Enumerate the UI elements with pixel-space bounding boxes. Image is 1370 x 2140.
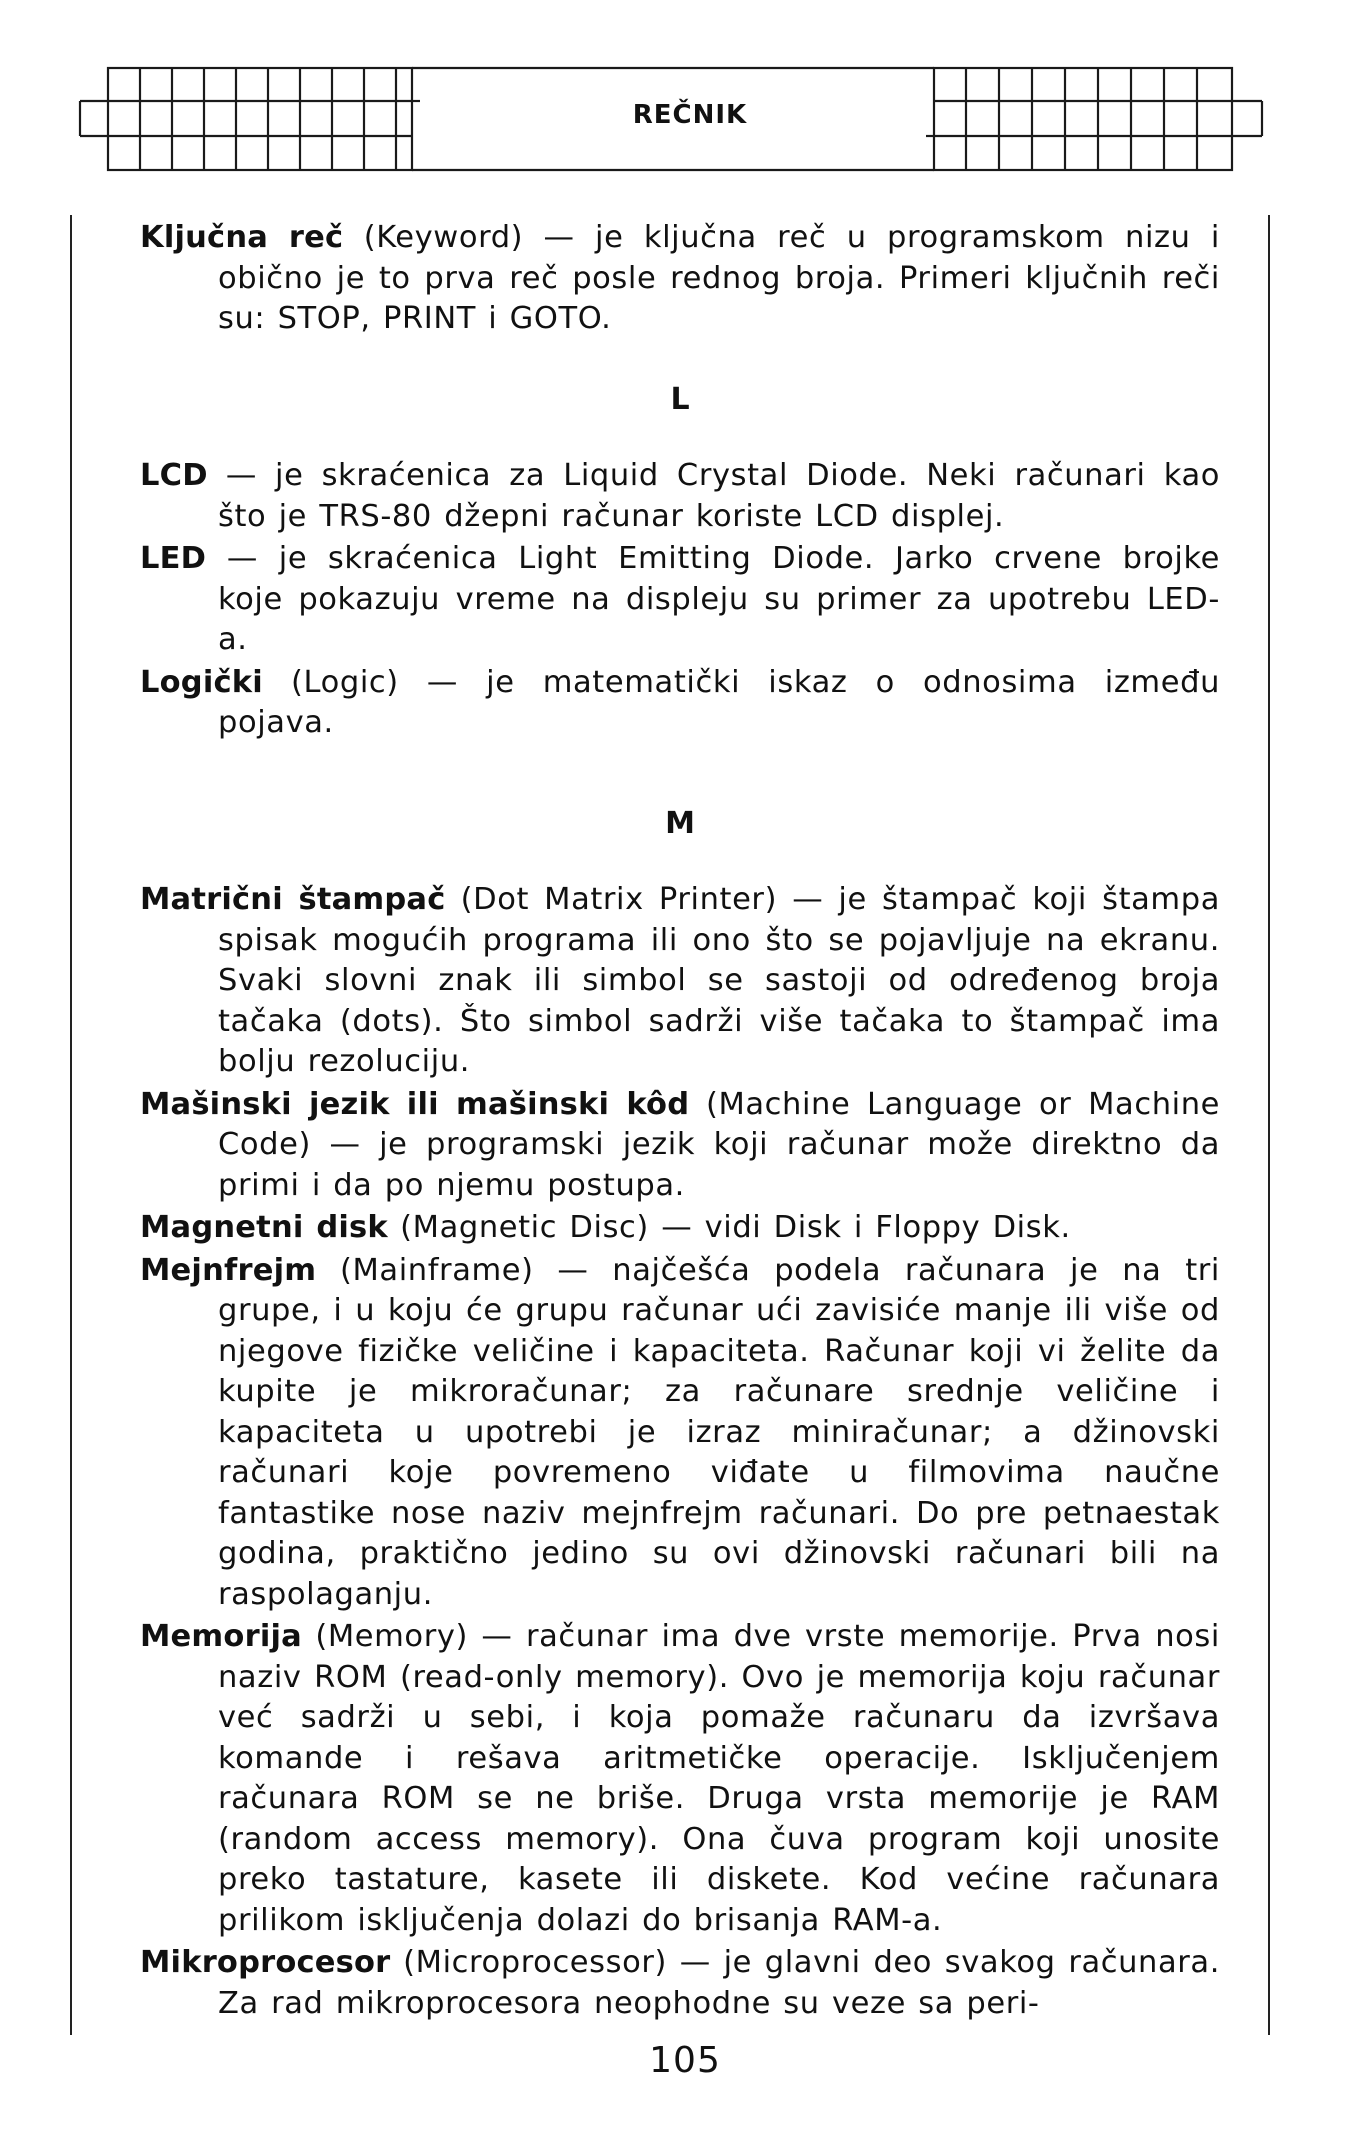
glossary-entry: [140, 456, 1220, 537]
glossary-entry: [140, 1617, 1220, 1941]
entry-term: LED: [140, 541, 207, 576]
entry-definition: (Magnetic Disc) — vidi Disk i Floppy Disk.: [387, 1210, 1071, 1245]
entry-term: LCD: [140, 458, 208, 493]
glossary-entry: [140, 880, 1220, 1083]
entry-definition: (Logic) — je matematički iskaz o odnosima između pojava.: [218, 664, 1220, 740]
entry-term: Magnetni disk: [140, 1210, 388, 1245]
entry-definition: (Mainframe) — najčešća podela računara je na tri grupe, i u koju će grupu računar ući zavisiće manje ili više od njegove fizičke veličine i kapaciteta. Računar koji vi želite da kupite je mikroračunar; za računare srednje veličine i kapaciteta u upotrebi je izraz miniračunar; a džinovski računari koje povremeno viđate u filmovima naučne fantastike nose naziv mejnfrejm računari. Do pre petnaestak godina, praktično jedino su ovi džinovski računari bili na raspolaganju.: [218, 1252, 1220, 1612]
glossary-entry: [140, 1085, 1220, 1207]
entry-definition: (Keyword) — je ključna reč u programskom nizu i obično je to prva reč posle rednog broja. Primeri ključnih reči su: STOP, PRINT i GOTO.: [218, 220, 1221, 336]
entry-term: Logički: [140, 664, 263, 700]
entry-definition: — je skraćenica Light Emitting Diode. Jarko crvene brojke koje pokazuju vreme na displeju su primer za upotrebu LED-a.: [206, 541, 1220, 657]
entry-term: Ključna reč: [140, 220, 344, 255]
entry-definition: (Machine Language or Machine Code) — je programski jezik koji računar može direktno da primi i da po njemu postupa.: [218, 1086, 1220, 1203]
entry-definition: (Microprocessor) — je glavni deo svakog računara. Za rad mikroprocesora neophodne su veze sa peri-: [218, 1945, 1220, 2021]
entry-term: Mašinski jezik ili mašinski kôd: [140, 1086, 690, 1122]
section-letter-m: M: [665, 805, 695, 841]
header-title: REČNIK: [632, 100, 748, 130]
right-margin-rule: [1268, 215, 1270, 2035]
glossary-entry: [140, 1208, 1220, 1249]
section-letter-l: L: [670, 381, 690, 417]
entry-term: Mejnfrejm: [140, 1252, 317, 1288]
entry-term: Matrični štampač: [140, 882, 446, 917]
page-number: 105: [649, 2040, 721, 2081]
entry-definition: — je skraćenica za Liquid Crystal Diode. Neki računari kao što je TRS-80 džepni računar koriste LCD displej.: [207, 458, 1220, 534]
glossary-entry: [140, 1251, 1220, 1616]
glossary-entry: [140, 539, 1220, 661]
left-margin-rule: [70, 215, 72, 2035]
entry-definition: (Memory) — računar ima dve vrste memorije. Prva nosi naziv ROM (read-only memory). Ovo je memorija koju računar već sadrži u sebi, i koja pomaže računaru da izvršava komande i rešava aritmetičke operacije. Isključenjem računara ROM se ne briše. Druga vrsta memorije je RAM (random access memory). Ona čuva program koji unosite preko tastature, kasete ili diskete. Kod većine računara prilikom isključenja dolazi do brisanja RAM-a.: [218, 1619, 1220, 1938]
glossary-entry: [140, 663, 1220, 744]
entry-definition: (Dot Matrix Printer) — je štampač koji štampa spisak mogućih programa ili ono što se pojavljuje na ekranu. Svaki slovni znak ili simbol se sastoji od određenog broja tačaka (dots). Što simbol sadrži više tačaka to štampač ima bolju rezoluciju.: [218, 882, 1220, 1079]
entry-term: Mikroprocesor: [140, 1945, 391, 1980]
entry-term: Memorija: [140, 1619, 302, 1654]
glossary-content: [140, 218, 1220, 2026]
glossary-entry: [140, 218, 1220, 340]
glossary-entry: [140, 1943, 1220, 2024]
